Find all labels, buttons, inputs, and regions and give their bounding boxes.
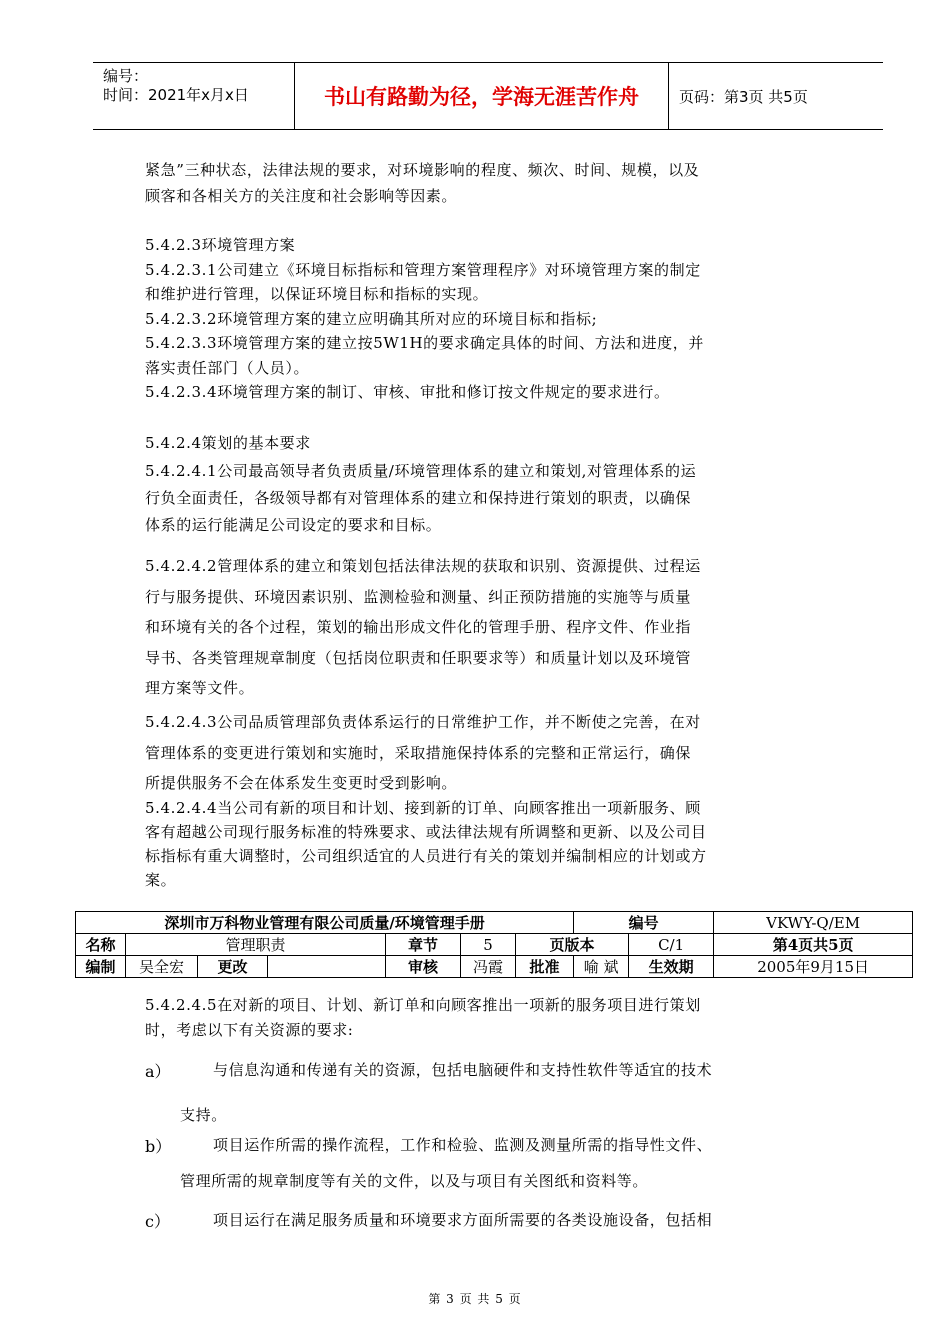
- text-line: 5.4.2.3.4环境管理方案的制订、审核、审批和修订按文件规定的要求进行。: [145, 383, 670, 401]
- name-label: 名称: [76, 934, 126, 956]
- section-5-4-2-4: [145, 431, 845, 456]
- manual-title: 深圳市万科物业管理有限公司质量/环境管理手册: [76, 912, 574, 934]
- change-value: [268, 956, 386, 978]
- item-a-line-1: 与信息沟通和传递有关的资源，包括电脑硬件和支持性软件等适宜的技术: [213, 1061, 713, 1079]
- section-title: 5.4.2.4策划的基本要求: [145, 434, 311, 452]
- text-line: 标指标有重大调整时，公司组织适宜的人员进行有关的策划并编制相应的计划或方: [145, 847, 707, 865]
- paragraph-5-4-2-4-3: [145, 707, 845, 799]
- approve-label: 批准: [516, 956, 574, 978]
- header-time-label: 时间：2021年x月x日: [103, 86, 249, 104]
- approve-value: 喻 斌: [574, 956, 629, 978]
- item-c-label: c）: [145, 1212, 170, 1231]
- version-label: 页版本: [516, 934, 629, 956]
- paragraph-5-4-2-4-5: [145, 993, 845, 1043]
- page-header: [93, 62, 883, 130]
- item-a-line-2: 支持。: [180, 1106, 227, 1124]
- text-line: 5.4.2.3.2环境管理方案的建立应明确其所对应的环境目标和指标;: [145, 309, 598, 328]
- page-footer: 第 3 页 共 5 页: [428, 1292, 522, 1306]
- section-5-4-2-3: [145, 233, 845, 405]
- paragraph-5-4-2-4-2: [145, 551, 845, 704]
- text-line: 紧急”三种状态，法律法规的要求，对环境影响的程度、频次、时间、规模，以及: [145, 161, 700, 179]
- text-line: 5.4.2.4.2管理体系的建立和策划包括法律法规的获取和识别、资源提供、过程运: [145, 557, 701, 575]
- version-value: C/1: [629, 934, 714, 956]
- text-line: 和维护进行管理，以保证环境目标和指标的实现。: [145, 285, 489, 303]
- header-number-label: 编号：: [103, 67, 149, 85]
- text-line: 5.4.2.4.5在对新的项目、计划、新订单和向顾客推出一项新的服务项目进行策划: [145, 996, 701, 1014]
- table-row: [76, 956, 913, 978]
- page-info: 第4页共5页: [714, 934, 913, 956]
- text-line: 5.4.2.4.1公司最高领导者负责质量/环境管理体系的建立和策划,对管理体系的运: [145, 462, 697, 480]
- paragraph-continuation: [145, 157, 845, 209]
- text-line: 体系的运行能满足公司设定的要求和目标。: [145, 516, 442, 534]
- name-value: 管理职责: [126, 934, 386, 956]
- item-c-line-1: 项目运行在满足服务质量和环境要求方面所需要的各类设施设备，包括相: [213, 1211, 713, 1229]
- paragraph-5-4-2-4-1: [145, 458, 845, 539]
- header-motto: 书山有路勤为径，学海无涯苦作舟: [295, 63, 669, 129]
- text-line: 时，考虑以下有关资源的要求:: [145, 1021, 354, 1039]
- table-row: [76, 934, 913, 956]
- review-label: 审核: [386, 956, 461, 978]
- effective-label: 生效期: [629, 956, 714, 978]
- item-b-label: b）: [145, 1137, 172, 1156]
- table-row: [76, 912, 913, 934]
- item-b-line-1: 项目运作所需的操作流程，工作和检验、监测及测量所需的指导性文件、: [213, 1136, 713, 1154]
- text-line: 5.4.2.4.4当公司有新的项目和计划、接到新的订单、向顾客推出一项新服务、顾: [145, 799, 701, 817]
- text-line: 5.4.2.3.3环境管理方案的建立按5W1H的要求确定具体的时间、方法和进度，并: [145, 334, 704, 352]
- section-title: 5.4.2.3环境管理方案: [145, 236, 296, 254]
- text-line: 落实责任部门（人员）。: [145, 358, 310, 377]
- chapter-label: 章节: [386, 934, 461, 956]
- item-a-label: a）: [145, 1062, 171, 1081]
- text-line: 行负全面责任，各级领导都有对管理体系的建立和保持进行策划的职责，以确保: [145, 489, 692, 507]
- chapter-value: 5: [461, 934, 516, 956]
- change-label: 更改: [198, 956, 268, 978]
- item-b-line-2: 管理所需的规章制度等有关的文件，以及与项目有关图纸和资料等。: [180, 1172, 649, 1190]
- text-line: 5.4.2.3.1公司建立《环境目标指标和管理方案管理程序》对环境管理方案的制定: [145, 260, 701, 279]
- text-line: 理方案等文件。: [145, 679, 255, 697]
- code-value: VKWY-Q/EM: [714, 912, 913, 934]
- editor-label: 编制: [76, 956, 126, 978]
- editor-value: 吴全宏: [126, 956, 198, 978]
- text-line: 管理体系的变更进行策划和实施时，采取措施保持体系的完整和正常运行，确保: [145, 743, 692, 762]
- paragraph-5-4-2-4-4: [145, 796, 845, 892]
- text-line: 所提供服务不会在体系发生变更时受到影响。: [145, 774, 458, 792]
- header-page-label: 页码：第3页 共5页: [679, 87, 808, 106]
- effective-value: 2005年9月15日: [714, 956, 913, 978]
- code-label: 编号: [574, 912, 714, 934]
- text-line: 5.4.2.4.3公司品质管理部负责体系运行的日常维护工作，并不断使之完善，在对: [145, 713, 701, 731]
- text-line: 行与服务提供、环境因素识别、监测检验和测量、纠正预防措施的实施等与质量: [145, 587, 692, 606]
- text-line: 案。: [145, 871, 177, 889]
- text-line: 导书、各类管理规章制度（包括岗位职责和任职要求等）和质量计划以及环境管: [145, 648, 692, 667]
- text-line: 和环境有关的各个过程，策划的输出形成文件化的管理手册、程序文件、作业指: [145, 618, 692, 636]
- text-line: 客有超越公司现行服务标准的特殊要求、或法律法规有所调整和更新、以及公司目: [145, 823, 707, 841]
- header-meta: [93, 63, 295, 129]
- text-line: 顾客和各相关方的关注度和社会影响等因素。: [145, 187, 458, 205]
- manual-info-table: [75, 911, 913, 978]
- review-value: 冯霞: [461, 956, 516, 978]
